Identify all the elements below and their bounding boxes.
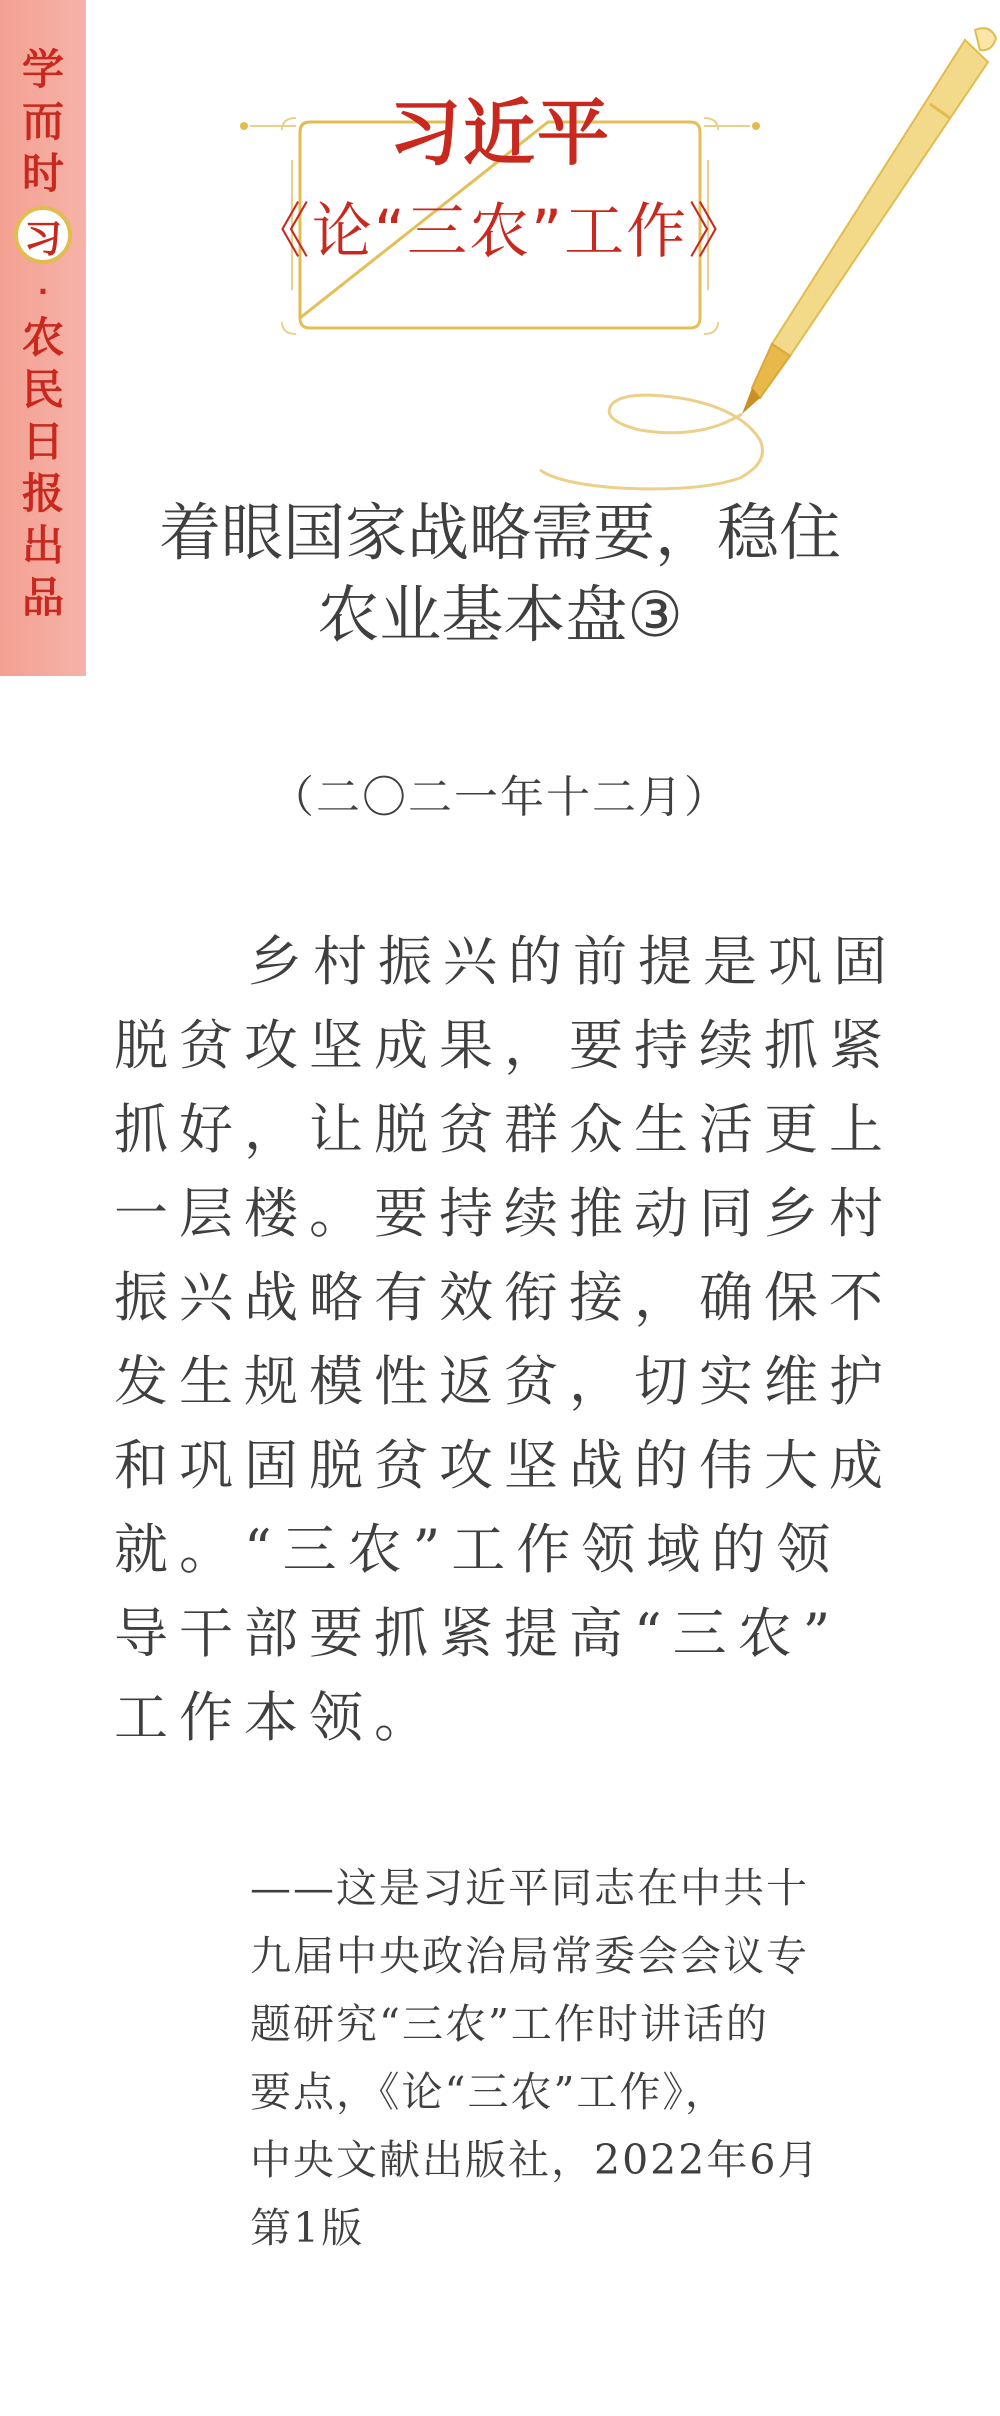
paragraph-line: 脱贫攻坚成果，要持续抓紧: [114, 1014, 894, 1077]
paragraph-line: 振兴战略有效衔接，确保不: [114, 1266, 894, 1329]
ribbon-char: 时: [21, 149, 64, 198]
book-title: 《论“三农”工作》: [249, 197, 751, 267]
ribbon-char: 报: [21, 469, 64, 518]
paragraph-line: 发生规模性返贫，切实维护: [114, 1350, 894, 1413]
source-line: 第1版: [250, 2204, 365, 2252]
paragraph-line: 工作本领。: [114, 1686, 439, 1749]
paragraph-line: 一层楼。要持续推动同乡村: [114, 1182, 894, 1245]
ribbon-char: 民: [21, 365, 64, 414]
article-title: [0, 492, 1000, 656]
source-line: 中央文献出版社，2022年6月: [250, 2136, 821, 2184]
paragraph-line: 和巩固脱贫攻坚战的伟大成: [114, 1434, 894, 1497]
source-line: 九届中央政治局常委会会议专: [250, 1932, 809, 1980]
ribbon-char: 学: [21, 45, 64, 94]
author-name: 习近平: [388, 91, 611, 175]
article-title-line: 着眼国家战略需要，稳住: [158, 496, 841, 569]
xi-seal-icon: 习: [14, 206, 72, 264]
paragraph-line: 乡村振兴的前提是巩固: [248, 930, 898, 993]
ribbon-char: 而: [21, 97, 64, 146]
paragraph-line: 抓好，让脱贫群众生活更上: [114, 1098, 894, 1161]
ribbon-char: 日: [21, 417, 64, 466]
source-note: [250, 1854, 930, 2262]
source-line: ——这是习近平同志在中共十: [250, 1864, 809, 1912]
ribbon-char: 出: [21, 521, 64, 570]
source-line: 要点，《论“三农”工作》，: [250, 2068, 728, 2116]
quote-paragraph: [114, 920, 904, 1760]
ribbon-dot: ·: [37, 275, 49, 308]
article-title-line: 农业基本盘③: [317, 578, 683, 651]
paragraph-line: 就。“三农”工作领域的领: [114, 1518, 842, 1581]
pen-swirl: [540, 395, 763, 489]
source-line: 题研究“三农”工作时讲话的: [250, 2000, 769, 2048]
date-line: （二〇二一年十二月）: [270, 772, 730, 823]
paragraph-line: 导干部要抓紧提高“三农”: [114, 1602, 842, 1665]
ribbon-char: 农: [21, 313, 64, 362]
ribbon-char: 品: [21, 573, 64, 622]
